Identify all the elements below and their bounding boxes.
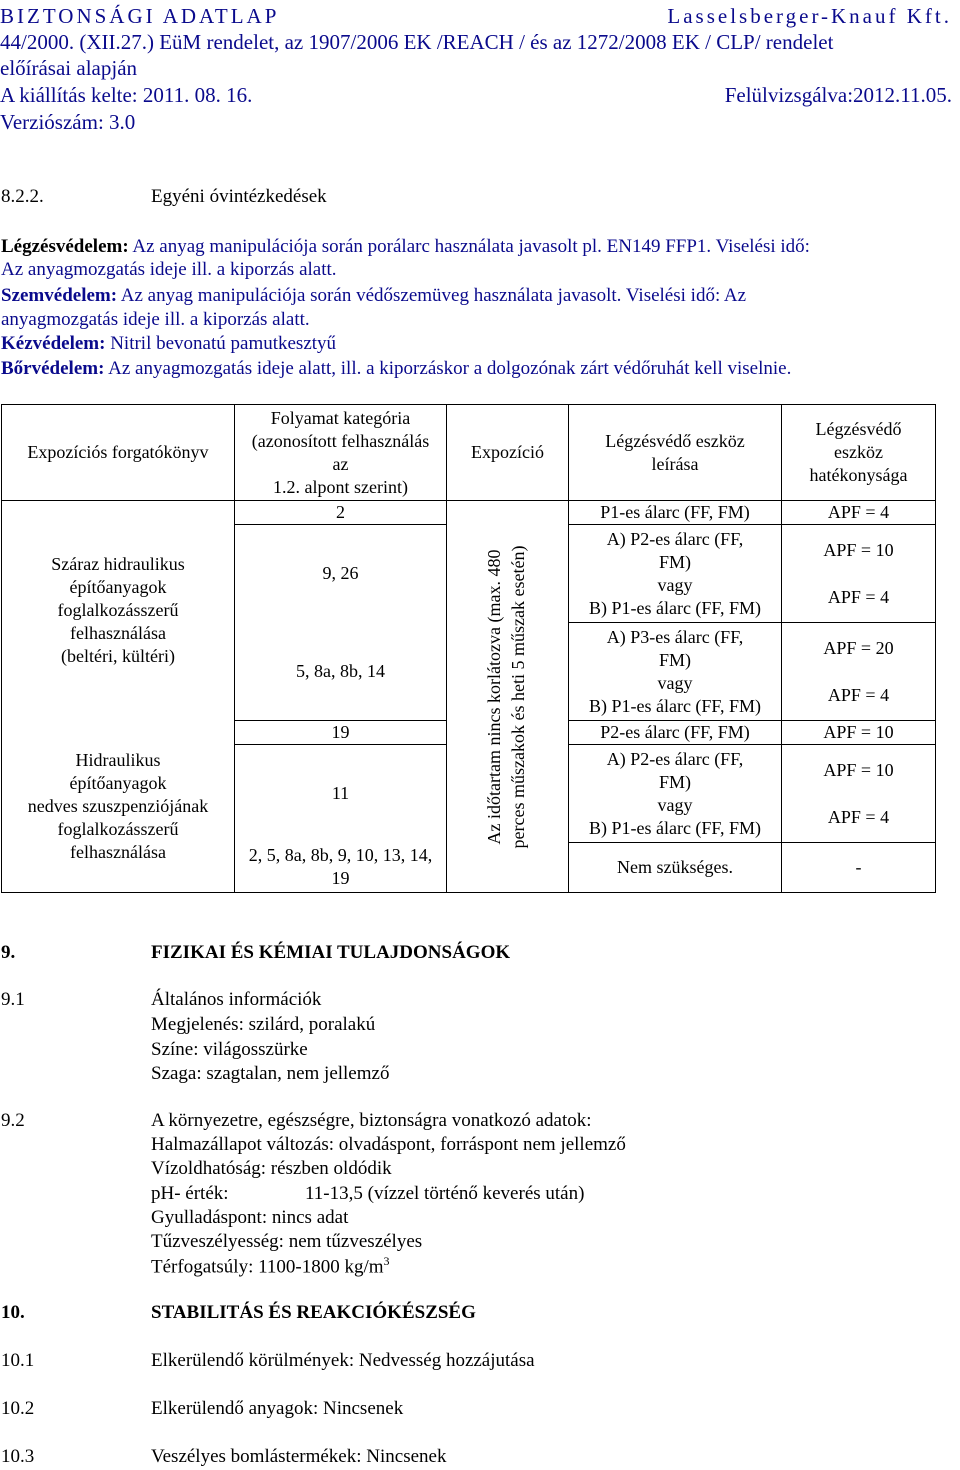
effectiveness-cell <box>782 623 936 721</box>
header-proc-line: az <box>332 453 349 474</box>
regulation-line-2: előírásai alapján <box>0 56 138 80</box>
device-cell <box>569 525 782 623</box>
section-10-number: 10. <box>1 1302 25 1323</box>
ph-label: pH- érték: <box>151 1183 229 1204</box>
flammability: Tűzveszélyesség: nem tűzveszélyes <box>151 1231 423 1252</box>
exposure-text-2: perces műszakok és heti 5 műszak esetén) <box>508 545 528 848</box>
scenario-line: Hidraulikus <box>75 749 161 770</box>
revision-date: Felülvizsgálva:2012.11.05. <box>724 83 952 107</box>
device-line: A) P3-es álarc (FF, <box>606 626 744 647</box>
effectiveness-cell: APF = 4 <box>782 501 936 525</box>
state-change: Halmazállapot változás: olvadáspont, forráspont nem jellemző <box>151 1134 626 1155</box>
process-line: 19 <box>331 868 350 889</box>
scenario-line: építőanyagok <box>69 772 167 793</box>
device-cell <box>569 745 782 843</box>
color: Színe: világosszürke <box>151 1039 308 1060</box>
table-row <box>2 501 936 525</box>
scenario-line: Száraz hidraulikus <box>51 554 185 575</box>
effectiveness-line: APF = 20 <box>823 637 894 658</box>
device-line: FM) <box>658 649 691 670</box>
scenario-line: (beltéri, kültéri) <box>61 646 175 667</box>
table-header-row <box>2 405 936 501</box>
effectiveness-cell: - <box>782 843 936 893</box>
device-line: B) P1-es álarc (FF, FM) <box>588 817 762 838</box>
section-10-2-text: Elkerülendő anyagok: Nincsenek <box>151 1398 404 1419</box>
effectiveness-line: APF = 4 <box>827 684 890 705</box>
regulation-line: 44/2000. (XII.27.) EüM rendelet, az 1907/2006 EK /REACH / és az 1272/2008 EK / CLP/ rendelet <box>0 30 834 54</box>
section-9-title: FIZIKAI ÉS KÉMIAI TULAJDONSÁGOK <box>151 942 511 963</box>
hand-label: Kézvédelem: <box>1 333 106 354</box>
water-solubility: Vízoldhatóság: részben oldódik <box>151 1158 392 1179</box>
ph-value: 11-13,5 (vízzel történő keverés után) <box>305 1183 585 1204</box>
effectiveness-cell <box>782 745 936 843</box>
exposure-scenario-table <box>1 404 936 893</box>
process-cell: 11 <box>235 745 447 843</box>
scenario-line: felhasználása <box>70 841 166 862</box>
device-cell: P2-es álarc (FF, FM) <box>569 721 782 745</box>
skin-protection <box>1 358 791 380</box>
device-line: vagy <box>657 574 693 595</box>
section-10-3-text: Veszélyes bomlástermékek: Nincsenek <box>151 1446 447 1467</box>
section-10-1-number: 10.1 <box>1 1350 35 1371</box>
header-process-category <box>235 405 447 501</box>
device-line: A) P2-es álarc (FF, <box>606 748 744 769</box>
device-line: B) P1-es álarc (FF, FM) <box>588 597 762 618</box>
odor: Szaga: szagtalan, nem jellemző <box>151 1063 390 1084</box>
exposure-text: Az időtartam nincs korlátozva (max. 480 <box>484 549 504 844</box>
section-9-1-number: 9.1 <box>1 989 25 1010</box>
company-name: Lasselsberger-Knauf Kft. <box>667 4 952 28</box>
skin-text: Az anyagmozgatás ideje alatt, ill. a kiporzáskor a dolgozónak zárt védőruhát kell viselnie. <box>104 358 792 379</box>
header-scenario: Expozíciós forgatókönyv <box>2 405 235 501</box>
device-line: FM) <box>658 771 691 792</box>
header-exposure: Expozíció <box>447 405 569 501</box>
effectiveness-line: APF = 10 <box>823 539 894 560</box>
effectiveness-line: APF = 10 <box>823 759 894 780</box>
bulk-density-text: Térfogatsúly: 1100-1800 kg/m <box>151 1256 384 1278</box>
scenario-wet <box>2 721 235 893</box>
document-title: BIZTONSÁGI ADATLAP <box>0 4 280 28</box>
section-10-1-text: Elkerülendő körülmények: Nedvesség hozzájutása <box>151 1350 535 1371</box>
section-number: 8.2.2. <box>1 186 44 207</box>
effectiveness-cell <box>782 525 936 623</box>
section-10-2-number: 10.2 <box>1 1398 35 1419</box>
process-cell: 2 <box>235 501 447 525</box>
process-cell: 9, 26 <box>235 525 447 623</box>
device-line: vagy <box>657 794 693 815</box>
scenario-dry <box>2 501 235 721</box>
header-eff-line: Légzésvédő <box>815 419 902 439</box>
effectiveness-cell: APF = 10 <box>782 721 936 745</box>
process-cell <box>235 843 447 893</box>
device-cell: P1-es álarc (FF, FM) <box>569 501 782 525</box>
header-proc-line: (azonosított felhasználás <box>251 430 430 451</box>
header-effectiveness <box>782 405 936 501</box>
process-cell: 19 <box>235 721 447 745</box>
hand-text: Nitril bevonatú pamutkesztyű <box>105 333 337 354</box>
skin-label: Bőrvédelem: <box>1 358 105 379</box>
header-device-line: leírása <box>651 453 699 474</box>
respiratory-protection <box>1 236 810 258</box>
device-line: FM) <box>658 551 691 572</box>
version-number: Verziószám: 3.0 <box>0 110 136 134</box>
effectiveness-line: APF = 4 <box>827 586 890 607</box>
device-line: vagy <box>657 672 693 693</box>
bulk-density <box>151 1254 390 1278</box>
section-10-title: STABILITÁS ÉS REAKCIÓKÉSZSÉG <box>151 1302 476 1323</box>
appearance: Megjelenés: szilárd, poralakú <box>151 1014 376 1035</box>
scenario-line: nedves szuszpenziójának <box>27 795 209 816</box>
section-9-2-number: 9.2 <box>1 1110 25 1131</box>
scenario-line: foglalkozásszerű <box>57 818 179 839</box>
device-line: B) P1-es álarc (FF, FM) <box>588 695 762 716</box>
section-title: Egyéni óvintézkedések <box>151 186 327 207</box>
header-device <box>569 405 782 501</box>
process-cell: 5, 8a, 8b, 14 <box>235 623 447 721</box>
scenario-line: foglalkozásszerű <box>57 600 179 621</box>
superscript: 3 <box>383 1254 390 1268</box>
eye-text-2: anyagmozgatás ideje ill. a kiporzás alatt. <box>1 309 310 330</box>
device-line: A) P2-es álarc (FF, <box>606 528 744 549</box>
section-9-2-title: A környezetre, egészségre, biztonságra vonatkozó adatok: <box>151 1110 592 1131</box>
section-9-number: 9. <box>1 942 16 963</box>
eye-protection <box>1 285 746 307</box>
scenario-line: építőanyagok <box>69 577 167 598</box>
respiratory-text: Az anyag manipulációja során porálarc használata javasolt pl. EN149 FFP1. Viselési idő: <box>128 236 810 257</box>
effectiveness-line: APF = 4 <box>827 806 890 827</box>
eye-text: Az anyag manipulációja során védőszemüveg használata javasolt. Viselési idő: Az <box>117 285 747 306</box>
eye-label: Szemvédelem: <box>1 285 118 306</box>
header-eff-line: hatékonysága <box>809 465 908 485</box>
flash-point: Gyulladáspont: nincs adat <box>151 1207 349 1228</box>
header-eff-line: eszköz <box>834 442 883 462</box>
scenario-line: felhasználása <box>70 623 166 644</box>
respiratory-text-2: Az anyagmozgatás ideje ill. a kiporzás alatt. <box>1 259 337 280</box>
process-line: 2, 5, 8a, 8b, 9, 10, 13, 14, <box>248 845 433 866</box>
section-10-3-number: 10.3 <box>1 1446 35 1467</box>
header-proc-line: 1.2. alpont szerint) <box>273 476 408 497</box>
device-cell: Nem szükséges. <box>569 843 782 893</box>
issue-date: A kiállítás kelte: 2011. 08. 16. <box>0 83 253 107</box>
header-proc-line: Folyamat kategória <box>270 407 411 428</box>
hand-protection <box>1 333 336 355</box>
section-9-1-title: Általános információk <box>151 989 322 1010</box>
respiratory-label: Légzésvédelem: <box>1 236 129 257</box>
exposure-cell <box>447 501 569 893</box>
device-cell <box>569 623 782 721</box>
header-device-line: Légzésvédő eszköz <box>605 430 745 451</box>
